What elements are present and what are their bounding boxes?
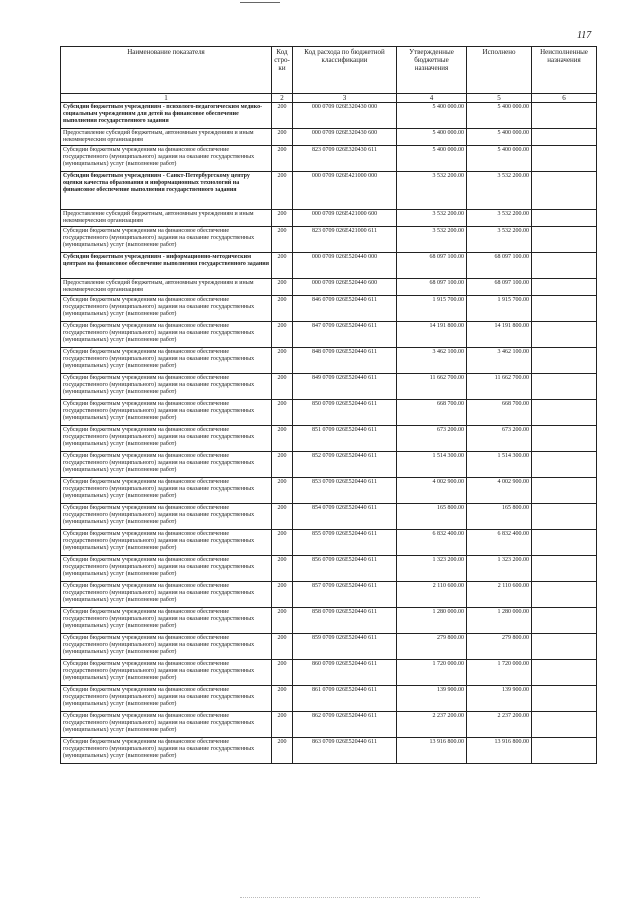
row-line-code: 200	[272, 103, 293, 129]
row-name: Субсидии бюджетным учреждениям на финансовое обеспечение государственного (муниципального) задания на оказание государственных (муниципальных) услуг (выполнение работ)	[61, 738, 272, 764]
table-row	[61, 172, 597, 210]
row-line-code: 200	[272, 608, 293, 634]
row-name: Субсидии бюджетным учреждениям - Санкт-Петербургскому центру оценки качества образования и информационных технологий на финансовое обеспечение выполнения государственного задания	[61, 172, 272, 210]
row-unexecuted-amount	[532, 146, 597, 172]
row-executed-amount: 2 110 600.00	[467, 582, 532, 608]
row-executed-amount: 5 400 000.00	[467, 103, 532, 129]
row-approved-amount: 3 532 200.00	[397, 210, 467, 227]
table-row	[61, 504, 597, 530]
row-unexecuted-amount	[532, 556, 597, 582]
row-unexecuted-amount	[532, 129, 597, 146]
row-line-code: 200	[272, 253, 293, 279]
row-name: Предоставление субсидий бюджетным, автономным учреждениям и иным некоммерческим организациям	[61, 210, 272, 227]
header-unexecuted: Неисполненные назначения	[532, 47, 597, 94]
row-expense-code: 859 0709 026E520440 611	[293, 634, 397, 660]
row-expense-code: 846 0709 026E520440 611	[293, 296, 397, 322]
row-line-code: 200	[272, 530, 293, 556]
row-unexecuted-amount	[532, 452, 597, 478]
row-expense-code: 863 0709 026E520440 611	[293, 738, 397, 764]
row-executed-amount: 13 916 800.00	[467, 738, 532, 764]
table-row	[61, 296, 597, 322]
row-approved-amount: 14 191 800.00	[397, 322, 467, 348]
row-executed-amount: 139 900.00	[467, 686, 532, 712]
row-expense-code: 849 0709 026E520440 611	[293, 374, 397, 400]
row-approved-amount: 68 097 100.00	[397, 253, 467, 279]
row-unexecuted-amount	[532, 712, 597, 738]
row-line-code: 200	[272, 322, 293, 348]
row-executed-amount: 3 462 100.00	[467, 348, 532, 374]
budget-execution-table	[60, 46, 597, 764]
row-executed-amount: 68 097 100.00	[467, 279, 532, 296]
table-row	[61, 227, 597, 253]
row-name: Субсидии бюджетным учреждениям на финансовое обеспечение государственного (муниципального) задания на оказание государственных (муниципальных) услуг (выполнение работ)	[61, 582, 272, 608]
row-name: Субсидии бюджетным учреждениям на финансовое обеспечение государственного (муниципального) задания на оказание государственных (муниципальных) услуг (выполнение работ)	[61, 146, 272, 172]
row-name: Предоставление субсидий бюджетным, автономным учреждениям и иным некоммерческим организациям	[61, 279, 272, 296]
row-line-code: 200	[272, 374, 293, 400]
column-number: 3	[293, 94, 397, 103]
table-row	[61, 478, 597, 504]
row-line-code: 200	[272, 146, 293, 172]
row-approved-amount: 13 916 800.00	[397, 738, 467, 764]
row-name: Субсидии бюджетным учреждениям - психолого-педагогическим медико-социальным учреждениям для детей на финансовое обеспечение выполнения государственного задания	[61, 103, 272, 129]
column-number: 1	[61, 94, 272, 103]
row-unexecuted-amount	[532, 348, 597, 374]
header-approved: Утвержденные бюджетные назначения	[397, 47, 467, 94]
row-approved-amount: 6 832 400.00	[397, 530, 467, 556]
table-row	[61, 452, 597, 478]
row-expense-code: 000 0709 026E520440 000	[293, 253, 397, 279]
row-executed-amount: 5 400 000.00	[467, 146, 532, 172]
row-executed-amount: 11 662 700.00	[467, 374, 532, 400]
row-line-code: 200	[272, 556, 293, 582]
row-approved-amount: 165 800.00	[397, 504, 467, 530]
row-executed-amount: 668 700.00	[467, 400, 532, 426]
row-unexecuted-amount	[532, 478, 597, 504]
table-row	[61, 660, 597, 686]
row-line-code: 200	[272, 426, 293, 452]
table-row	[61, 738, 597, 764]
row-unexecuted-amount	[532, 582, 597, 608]
table-row	[61, 712, 597, 738]
table-row	[61, 374, 597, 400]
row-line-code: 200	[272, 686, 293, 712]
row-line-code: 200	[272, 738, 293, 764]
row-name: Субсидии бюджетным учреждениям на финансовое обеспечение государственного (муниципального) задания на оказание государственных (муниципальных) услуг (выполнение работ)	[61, 348, 272, 374]
row-executed-amount: 673 200.00	[467, 426, 532, 452]
row-line-code: 200	[272, 400, 293, 426]
table-body	[61, 103, 597, 764]
row-expense-code: 847 0709 026E520440 611	[293, 322, 397, 348]
table-row	[61, 556, 597, 582]
row-approved-amount: 673 200.00	[397, 426, 467, 452]
row-executed-amount: 4 002 900.00	[467, 478, 532, 504]
row-expense-code: 000 0709 026E320430 600	[293, 129, 397, 146]
row-executed-amount: 279 800.00	[467, 634, 532, 660]
row-line-code: 200	[272, 582, 293, 608]
row-expense-code: 000 0709 026E421000 000	[293, 172, 397, 210]
row-executed-amount: 1 514 300.00	[467, 452, 532, 478]
row-unexecuted-amount	[532, 530, 597, 556]
row-executed-amount: 3 532 200.00	[467, 210, 532, 227]
row-unexecuted-amount	[532, 279, 597, 296]
row-unexecuted-amount	[532, 686, 597, 712]
row-name: Субсидии бюджетным учреждениям на финансовое обеспечение государственного (муниципального) задания на оказание государственных (муниципальных) услуг (выполнение работ)	[61, 227, 272, 253]
row-line-code: 200	[272, 712, 293, 738]
row-expense-code: 861 0709 026E520440 611	[293, 686, 397, 712]
row-approved-amount: 5 400 000.00	[397, 103, 467, 129]
table-row	[61, 400, 597, 426]
row-line-code: 200	[272, 478, 293, 504]
row-line-code: 200	[272, 348, 293, 374]
row-approved-amount: 1 915 700.00	[397, 296, 467, 322]
table-row	[61, 348, 597, 374]
row-unexecuted-amount	[532, 608, 597, 634]
row-expense-code: 857 0709 026E520440 611	[293, 582, 397, 608]
row-name: Субсидии бюджетным учреждениям на финансовое обеспечение государственного (муниципального) задания на оказание государственных (муниципальных) услуг (выполнение работ)	[61, 452, 272, 478]
column-number: 4	[397, 94, 467, 103]
row-approved-amount: 668 700.00	[397, 400, 467, 426]
row-name: Субсидии бюджетным учреждениям на финансовое обеспечение государственного (муниципального) задания на оказание государственных (муниципальных) услуг (выполнение работ)	[61, 426, 272, 452]
column-number-row	[61, 94, 597, 103]
row-unexecuted-amount	[532, 660, 597, 686]
column-number: 5	[467, 94, 532, 103]
row-unexecuted-amount	[532, 322, 597, 348]
column-number: 2	[272, 94, 293, 103]
row-name: Предоставление субсидий бюджетным, автономным учреждениям и иным некоммерческим организациям	[61, 129, 272, 146]
header-name: Наименование показателя	[61, 47, 272, 94]
row-name: Субсидии бюджетным учреждениям на финансовое обеспечение государственного (муниципального) задания на оказание государственных (муниципальных) услуг (выполнение работ)	[61, 296, 272, 322]
row-executed-amount: 14 191 800.00	[467, 322, 532, 348]
table-row	[61, 253, 597, 279]
row-name: Субсидии бюджетным учреждениям на финансовое обеспечение государственного (муниципального) задания на оказание государственных (муниципальных) услуг (выполнение работ)	[61, 530, 272, 556]
row-approved-amount: 5 400 000.00	[397, 129, 467, 146]
column-number: 6	[532, 94, 597, 103]
row-expense-code: 856 0709 026E520440 611	[293, 556, 397, 582]
row-approved-amount: 1 720 000.00	[397, 660, 467, 686]
row-line-code: 200	[272, 210, 293, 227]
row-executed-amount: 5 400 000.00	[467, 129, 532, 146]
row-name: Субсидии бюджетным учреждениям на финансовое обеспечение государственного (муниципального) задания на оказание государственных (муниципальных) услуг (выполнение работ)	[61, 322, 272, 348]
row-executed-amount: 1 323 200.00	[467, 556, 532, 582]
row-approved-amount: 1 514 300.00	[397, 452, 467, 478]
row-approved-amount: 5 400 000.00	[397, 146, 467, 172]
table-row	[61, 210, 597, 227]
table-row	[61, 426, 597, 452]
row-approved-amount: 2 237 200.00	[397, 712, 467, 738]
row-approved-amount: 11 662 700.00	[397, 374, 467, 400]
row-line-code: 200	[272, 504, 293, 530]
row-line-code: 200	[272, 172, 293, 210]
page-number: 117	[577, 30, 592, 41]
row-expense-code: 851 0709 026E520440 611	[293, 426, 397, 452]
row-unexecuted-amount	[532, 210, 597, 227]
table-row	[61, 103, 597, 129]
row-name: Субсидии бюджетным учреждениям на финансовое обеспечение государственного (муниципального) задания на оказание государственных (муниципальных) услуг (выполнение работ)	[61, 478, 272, 504]
row-expense-code: 862 0709 026E520440 611	[293, 712, 397, 738]
row-approved-amount: 139 900.00	[397, 686, 467, 712]
row-name: Субсидии бюджетным учреждениям на финансовое обеспечение государственного (муниципального) задания на оказание государственных (муниципальных) услуг (выполнение работ)	[61, 660, 272, 686]
row-expense-code: 000 0709 026E421000 600	[293, 210, 397, 227]
row-expense-code: 852 0709 026E520440 611	[293, 452, 397, 478]
row-line-code: 200	[272, 129, 293, 146]
row-executed-amount: 1 280 000.00	[467, 608, 532, 634]
row-line-code: 200	[272, 634, 293, 660]
row-approved-amount: 2 110 600.00	[397, 582, 467, 608]
row-expense-code: 848 0709 026E520440 611	[293, 348, 397, 374]
row-executed-amount: 6 832 400.00	[467, 530, 532, 556]
row-unexecuted-amount	[532, 400, 597, 426]
row-expense-code: 000 0709 026E520440 600	[293, 279, 397, 296]
table-row	[61, 279, 597, 296]
row-approved-amount: 3 462 100.00	[397, 348, 467, 374]
row-approved-amount: 68 097 100.00	[397, 279, 467, 296]
row-name: Субсидии бюджетным учреждениям на финансовое обеспечение государственного (муниципального) задания на оказание государственных (муниципальных) услуг (выполнение работ)	[61, 400, 272, 426]
row-approved-amount: 279 800.00	[397, 634, 467, 660]
row-name: Субсидии бюджетным учреждениям на финансовое обеспечение государственного (муниципального) задания на оказание государственных (муниципальных) услуг (выполнение работ)	[61, 712, 272, 738]
row-name: Субсидии бюджетным учреждениям на финансовое обеспечение государственного (муниципального) задания на оказание государственных (муниципальных) услуг (выполнение работ)	[61, 374, 272, 400]
row-unexecuted-amount	[532, 374, 597, 400]
row-expense-code: 000 0709 026E320430 000	[293, 103, 397, 129]
row-unexecuted-amount	[532, 426, 597, 452]
row-name: Субсидии бюджетным учреждениям на финансовое обеспечение государственного (муниципального) задания на оказание государственных (муниципальных) услуг (выполнение работ)	[61, 634, 272, 660]
row-approved-amount: 3 532 200.00	[397, 227, 467, 253]
row-unexecuted-amount	[532, 504, 597, 530]
row-executed-amount: 3 532 200.00	[467, 227, 532, 253]
table-row	[61, 582, 597, 608]
row-expense-code: 853 0709 026E520440 611	[293, 478, 397, 504]
row-line-code: 200	[272, 660, 293, 686]
row-name: Субсидии бюджетным учреждениям - информационно-методическим центрам на финансовое обеспечение выполнения государственного задания	[61, 253, 272, 279]
row-name: Субсидии бюджетным учреждениям на финансовое обеспечение государственного (муниципального) задания на оказание государственных (муниципальных) услуг (выполнение работ)	[61, 608, 272, 634]
row-executed-amount: 1 915 700.00	[467, 296, 532, 322]
row-approved-amount: 4 002 900.00	[397, 478, 467, 504]
row-expense-code: 860 0709 026E520440 611	[293, 660, 397, 686]
table-row	[61, 608, 597, 634]
row-name: Субсидии бюджетным учреждениям на финансовое обеспечение государственного (муниципального) задания на оказание государственных (муниципальных) услуг (выполнение работ)	[61, 556, 272, 582]
row-executed-amount: 68 097 100.00	[467, 253, 532, 279]
table-row	[61, 530, 597, 556]
table-row	[61, 322, 597, 348]
row-unexecuted-amount	[532, 634, 597, 660]
row-line-code: 200	[272, 296, 293, 322]
row-approved-amount: 3 532 200.00	[397, 172, 467, 210]
header-executed: Исполнено	[467, 47, 532, 94]
row-executed-amount: 165 800.00	[467, 504, 532, 530]
row-unexecuted-amount	[532, 227, 597, 253]
header-code: Код расхода по бюджетной классификации	[293, 47, 397, 94]
row-executed-amount: 2 237 200.00	[467, 712, 532, 738]
table-row	[61, 129, 597, 146]
row-name: Субсидии бюджетным учреждениям на финансовое обеспечение государственного (муниципального) задания на оказание государственных (муниципальных) услуг (выполнение работ)	[61, 504, 272, 530]
row-unexecuted-amount	[532, 103, 597, 129]
row-executed-amount: 3 532 200.00	[467, 172, 532, 210]
row-expense-code: 823 0709 026E320430 611	[293, 146, 397, 172]
top-rule	[240, 2, 280, 3]
scan-artifact	[240, 897, 480, 900]
table-row	[61, 686, 597, 712]
row-expense-code: 854 0709 026E520440 611	[293, 504, 397, 530]
header-line: Код стро-ки	[272, 47, 293, 94]
row-approved-amount: 1 280 000.00	[397, 608, 467, 634]
table-row	[61, 146, 597, 172]
row-unexecuted-amount	[532, 253, 597, 279]
row-approved-amount: 1 323 200.00	[397, 556, 467, 582]
row-line-code: 200	[272, 279, 293, 296]
header-row	[61, 47, 597, 94]
row-expense-code: 858 0709 026E520440 611	[293, 608, 397, 634]
row-expense-code: 855 0709 026E520440 611	[293, 530, 397, 556]
row-name: Субсидии бюджетным учреждениям на финансовое обеспечение государственного (муниципального) задания на оказание государственных (муниципальных) услуг (выполнение работ)	[61, 686, 272, 712]
row-unexecuted-amount	[532, 172, 597, 210]
row-executed-amount: 1 720 000.00	[467, 660, 532, 686]
row-unexecuted-amount	[532, 738, 597, 764]
row-expense-code: 823 0709 026E421000 611	[293, 227, 397, 253]
row-line-code: 200	[272, 227, 293, 253]
row-line-code: 200	[272, 452, 293, 478]
table-row	[61, 634, 597, 660]
row-expense-code: 850 0709 026E520440 611	[293, 400, 397, 426]
row-unexecuted-amount	[532, 296, 597, 322]
